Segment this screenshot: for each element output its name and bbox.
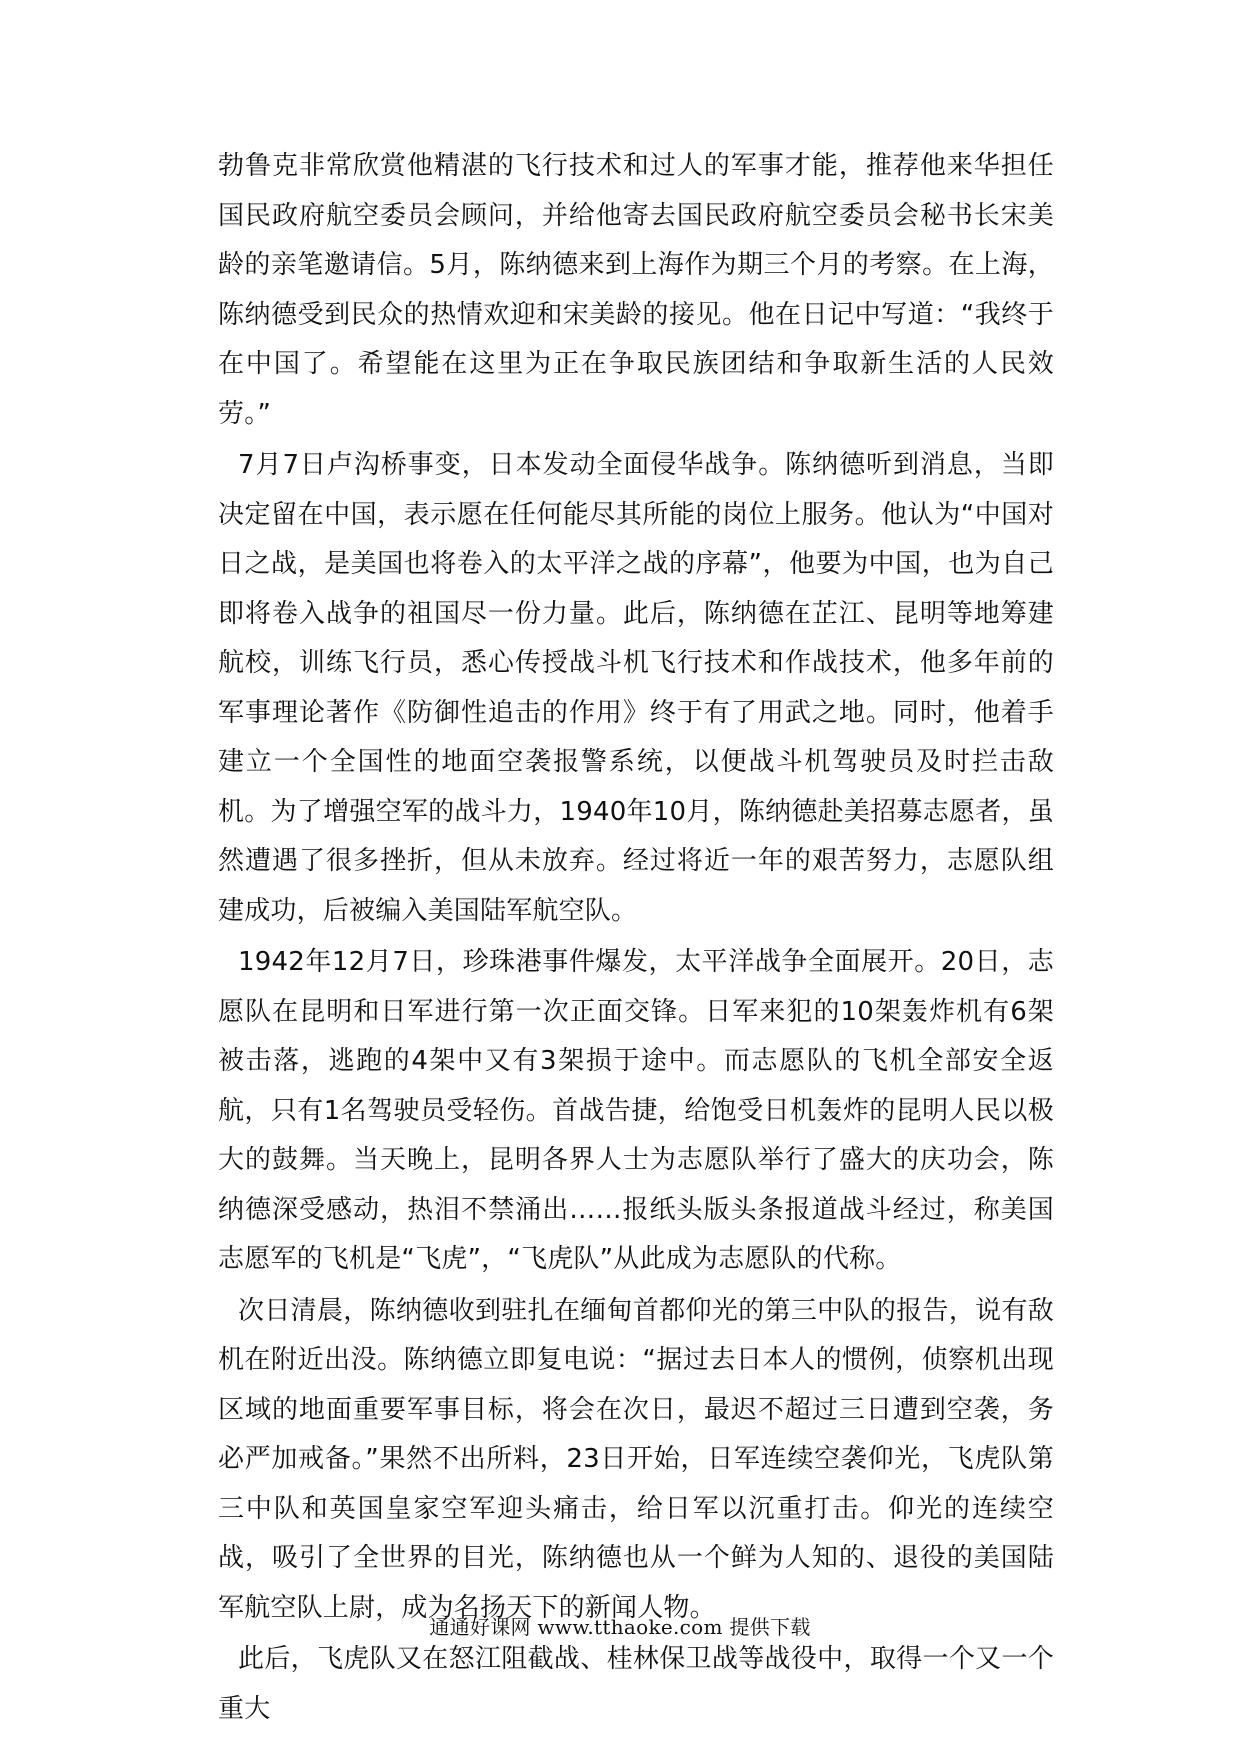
page-footer: 通通好课网 www.tthaoke.com 提供下载 [429,1615,811,1639]
article-body [218,142,1054,1734]
paragraph-3: 1942年12月7日，珍珠港事件爆发，太平洋战争全面展开。20日，志愿队在昆明和日军进行第一次正面交锋。日军来犯的10架轰炸机有6架被击落，逃跑的4架中又有3架损于途中。而志愿队的飞机全部安全返航，只有1名驾驶员受轻伤。首战告捷，给饱受日机轰炸的昆明人民以极大的鼓舞。当天晚上，昆明各界人士为志愿队举行了盛大的庆功会，陈纳德深受感动，热泪不禁涌出……报纸头版头条报道战斗经过，称美国志愿军的飞机是“飞虎”，“飞虎队”从此成为志愿队的代称。 [218,947,1054,1274]
paragraph-2: 7月7日卢沟桥事变，日本发动全面侵华战争。陈纳德听到消息，当即决定留在中国，表示愿在任何能尽其所能的岗位上服务。他认为“中国对日之战，是美国也将卷入的太平洋之战的序幕”，他要为中国，也为自己即将卷入战争的祖国尽一份力量。此后，陈纳德在芷江、昆明等地筹建航校，训练飞行员，悉心传授战斗机飞行技术和作战技术，他多年前的军事理论著作《防御性追击的作用》终于有了用武之地。同时，他着手建立一个全国性的地面空袭报警系统，以便战斗机驾驶员及时拦击敌机。为了增强空军的战斗力，1940年10月，陈纳德赴美招募志愿者，虽然遭遇了很多挫折，但从未放弃。经过将近一年的艰苦努力，志愿队组建成功，后被编入美国陆军航空队。 [218,450,1054,926]
paragraph-5: 此后，飞虎队又在怒江阻截战、桂林保卫战等战役中，取得一个又一个重大 [218,1644,1054,1724]
paragraph-1: 勃鲁克非常欣赏他精湛的飞行技术和过人的军事才能，推荐他来华担任国民政府航空委员会顾问，并给他寄去国民政府航空委员会秘书长宋美龄的亲笔邀请信。5月，陈纳德来到上海作为期三个月的考察。在上海，陈纳德受到民众的热情欢迎和宋美龄的接见。他在日记中写道：“我终于在中国了。希望能在这里为正在争取民族团结和争取新生活的人民效劳。” [218,151,1054,429]
paragraph-4: 次日清晨，陈纳德收到驻扎在缅甸首都仰光的第三中队的报告，说有敌机在附近出没。陈纳德立即复电说：“据过去日本人的惯例，侦察机出现区域的地面重要军事目标，将会在次日，最迟不超过三日遭到空袭，务必严加戒备。”果然不出所料，23日开始，日军连续空袭仰光，飞虎队第三中队和英国皇家空军迎头痛击，给日军以沉重打击。仰光的连续空战，吸引了全世界的目光，陈纳德也从一个鲜为人知的、退役的美国陆军航空队上尉，成为名扬天下的新闻人物。 [218,1295,1054,1623]
